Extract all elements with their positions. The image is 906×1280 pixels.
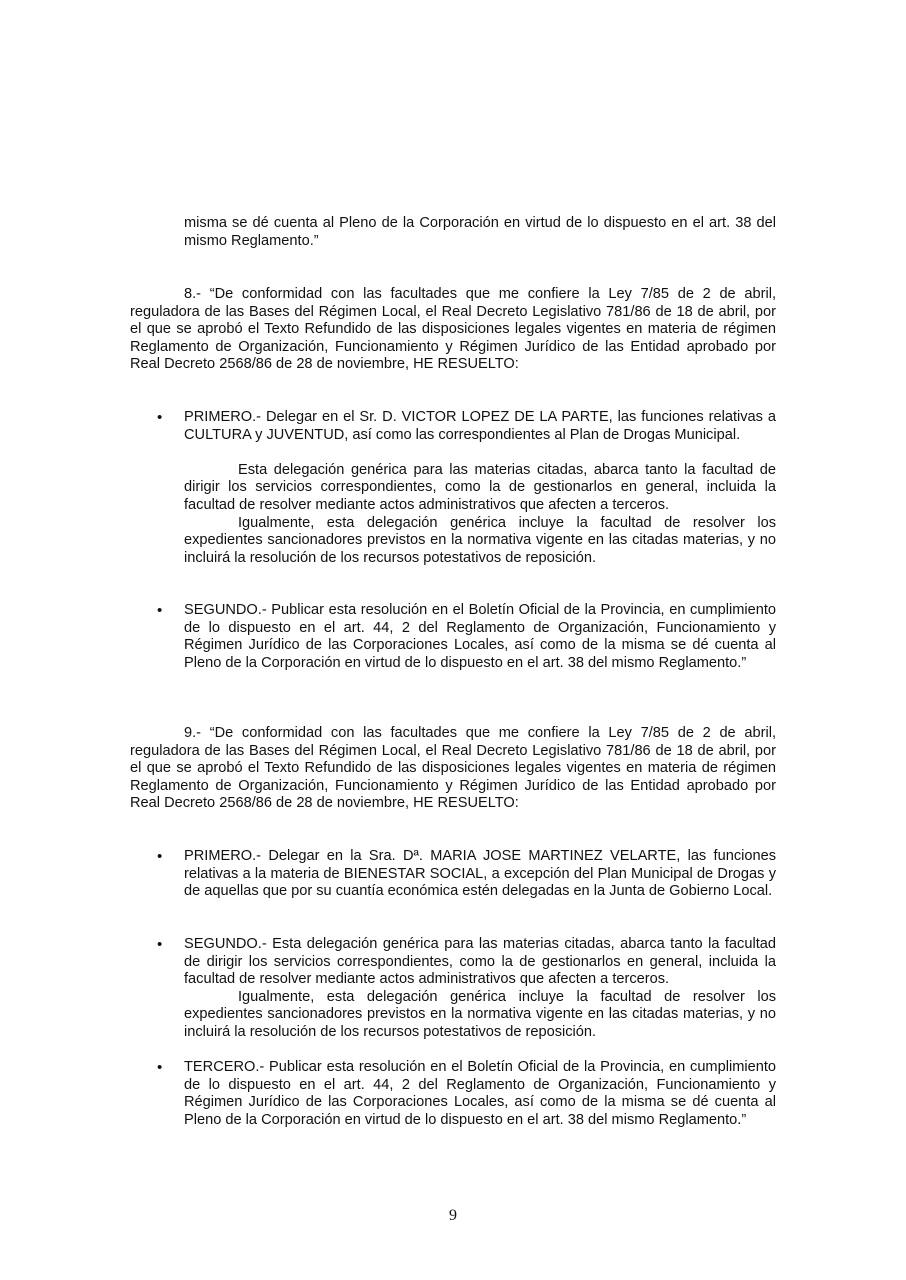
section-8-segundo: SEGUNDO.- Publicar esta resolución en el Boletín Oficial de la Provincia, en cumplimiento de lo dispuesto en el art. 44, 2 del Reglamento de Organización, Funcionamiento y Régimen Jurídico de las Corporaciones Locales, así como de la misma se dé cuenta al Pleno de la Corporación en virtud de lo dispuesto en el art. 38 del mismo Reglamento.” [184, 602, 776, 671]
section-9-intro: 9.- “De conformidad con las facultades que me confiere la Ley 7/85 de 2 de abril, reguladora de las Bases del Régimen Local, el Real Decreto Legislativo 781/86 de 18 de abril, por el que se aprobó el Texto Refundido de las disposiciones legales vigentes en materia de régimen Reglamento de Organización, Funcionamiento y Régimen Jurídico de las Entidad aprobado por Real Decreto 2568/86 de 28 de noviembre, HE RESUELTO: [130, 725, 776, 812]
bullet-icon: • [157, 936, 163, 953]
bullet-icon: • [157, 602, 163, 619]
bullet-icon: • [157, 409, 163, 426]
section-8-primero-sanctions: Igualmente, esta delegación genérica incluye la facultad de resolver los expedientes sancionadores previstos en la normativa vigente en las citadas materias, y no incluirá la resolución de los recursos potestativos de reposición. [184, 514, 776, 566]
section-8-primero-text: PRIMERO.- Delegar en el Sr. D. VICTOR LOPEZ DE LA PARTE, las funciones relativas a CULTURA y JUVENTUD, así como las correspondientes al Plan de Drogas Municipal. [184, 409, 776, 443]
bullet-icon: • [157, 1059, 163, 1076]
section-8-intro: 8.- “De conformidad con las facultades que me confiere la Ley 7/85 de 2 de abril, reguladora de las Bases del Régimen Local, el Real Decreto Legislativo 781/86 de 18 de abril, por el que se aprobó el Texto Refundido de las disposiciones legales vigentes en materia de régimen Reglamento de Organización, Funcionamiento y Régimen Jurídico de las Entidad aprobado por Real Decreto 2568/86 de 28 de noviembre, HE RESUELTO: [130, 286, 776, 373]
section-9-segundo [184, 936, 776, 1042]
section-9-segundo-sanctions: Igualmente, esta delegación genérica incluye la facultad de resolver los expedientes sancionadores previstos en la normativa vigente en las citadas materias, y no incluirá la resolución de los recursos potestativos de reposición. [184, 988, 776, 1040]
section-9-primero: PRIMERO.- Delegar en la Sra. Dª. MARIA JOSE MARTINEZ VELARTE, las funciones relativas a la materia de BIENESTAR SOCIAL, a excepción del Plan Municipal de Drogas y de aquellas que por su cuantía económica estén delegadas en la Junta de Gobierno Local. [184, 848, 776, 900]
continuation-paragraph: misma se dé cuenta al Pleno de la Corporación en virtud de lo dispuesto en el art. 38 del mismo Reglamento.” [184, 215, 776, 249]
section-8-primero [184, 409, 776, 567]
bullet-icon: • [157, 848, 163, 865]
section-8-primero-delegation: Esta delegación genérica para las materias citadas, abarca tanto la facultad de dirigir los servicios correspondientes, como la de gestionarlos en general, incluida la facultad de resolver mediante actos administrativos que afecten a terceros. [184, 461, 776, 513]
section-9-tercero: TERCERO.- Publicar esta resolución en el Boletín Oficial de la Provincia, en cumplimiento de lo dispuesto en el art. 44, 2 del Reglamento de Organización, Funcionamiento y Régimen Jurídico de las Corporaciones Locales, así como de la misma se dé cuenta al Pleno de la Corporación en virtud de lo dispuesto en el art. 38 del mismo Reglamento.” [184, 1059, 776, 1128]
section-9-segundo-text: SEGUNDO.- Esta delegación genérica para las materias citadas, abarca tanto la facultad de dirigir los servicios correspondientes, como la de gestionarlos en general, incluida la facultad de resolver mediante actos administrativos que afecten a terceros. [184, 936, 776, 988]
page-number: 9 [449, 1207, 457, 1224]
